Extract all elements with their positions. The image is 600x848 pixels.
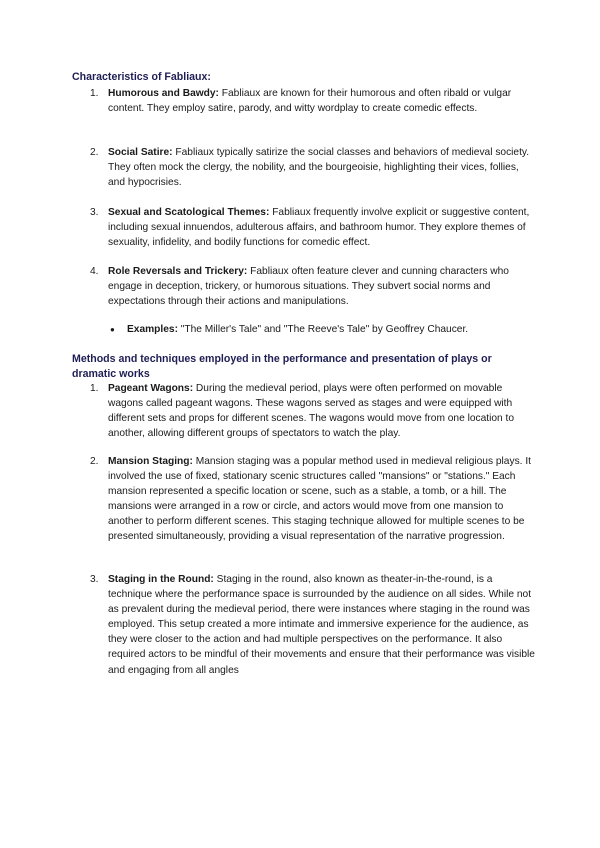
bullet-icon: ● bbox=[110, 325, 115, 334]
item-text: Fabliaux frequently involve explicit or suggestive content, including sexual innuendos, adulterous affairs, and bathroom humor. They explore themes of sexuality, infidelity, and bodily functions for comedic effect. bbox=[108, 207, 530, 249]
item-term: Pageant Wagons: bbox=[108, 383, 194, 394]
item-text: Fabliaux are known for their humorous and often ribald or vulgar content. They employ satire, parody, and witty wordplay to create comedic effects. bbox=[108, 88, 512, 115]
list-number: 3. bbox=[90, 207, 99, 218]
bullet-term: Examples: bbox=[127, 324, 178, 335]
list-item-mansion-staging bbox=[90, 454, 538, 545]
item-text: Fabliaux often feature clever and cunning characters who engage in deception, trickery, or humorous situations. They subvert social norms and expectations through their actions and manipulations. bbox=[108, 266, 509, 308]
list-item-social-satire bbox=[90, 145, 538, 190]
list-number: 4. bbox=[90, 266, 99, 277]
list-number: 1. bbox=[90, 383, 99, 394]
item-text: Mansion staging was a popular method used in medieval religious plays. It involved the use of fixed, stationary scenic structures called "mansions" or "stations." Each mansion represented a specific location or scene, such as a stable, a tomb, or a hill. The mansions were arranged in a row or circle, and actors would move from one mansion to another to perform different scenes. This staging technique allowed for multiple scenes to be presented simultaneously, providing a visual representation of the narrative progression. bbox=[108, 456, 531, 543]
list-item-role-reversals bbox=[90, 264, 538, 309]
list-number: 3. bbox=[90, 574, 99, 585]
item-term: Staging in the Round: bbox=[108, 574, 214, 585]
list-number: 2. bbox=[90, 456, 99, 467]
item-text: During the medieval period, plays were often performed on movable wagons called pageant wagons. These wagons served as stages and were equipped with different sets and props for different scenes. The wagons would move from one location to another, allowing different groups of spectators to watch the play. bbox=[108, 383, 515, 440]
item-term: Humorous and Bawdy: bbox=[108, 88, 219, 99]
bullet-examples bbox=[110, 322, 469, 337]
list-item-humorous bbox=[90, 86, 538, 116]
section-heading-fabliaux: Characteristics of Fabliaux: bbox=[72, 71, 211, 83]
item-term: Mansion Staging: bbox=[108, 456, 193, 467]
item-text: Fabliaux typically satirize the social classes and behaviors of medieval society. They often mock the clergy, the nobility, and the bourgeoisie, highlighting their vices, follies, and hypocrisies. bbox=[108, 147, 530, 189]
list-number: 2. bbox=[90, 147, 99, 158]
item-term: Sexual and Scatological Themes: bbox=[108, 207, 270, 218]
item-text: Staging in the round, also known as theater-in-the-round, is a technique where the performance space is surrounded by the audience on all sides. While not as prevalent during the medieval period, there were instances where staging in the round was employed. This setup created a more intimate and immersive experience for the audience, as they were closer to the action and had multiple perspectives on the performance. It also required actors to be mindful of their movements and ensure that their performance was visible and engaging from all angles bbox=[108, 574, 535, 676]
section-heading-methods: Methods and techniques employed in the performance and presentation of plays or dramatic works bbox=[72, 353, 492, 380]
list-item-sexual-themes bbox=[90, 205, 538, 250]
list-item-staging-round bbox=[90, 572, 538, 678]
bullet-text: "The Miller's Tale" and "The Reeve's Tale" by Geoffrey Chaucer. bbox=[177, 324, 469, 335]
item-term: Role Reversals and Trickery: bbox=[108, 266, 248, 277]
list-number: 1. bbox=[90, 88, 99, 99]
list-item-pageant-wagons bbox=[90, 381, 538, 441]
item-term: Social Satire: bbox=[108, 147, 173, 158]
